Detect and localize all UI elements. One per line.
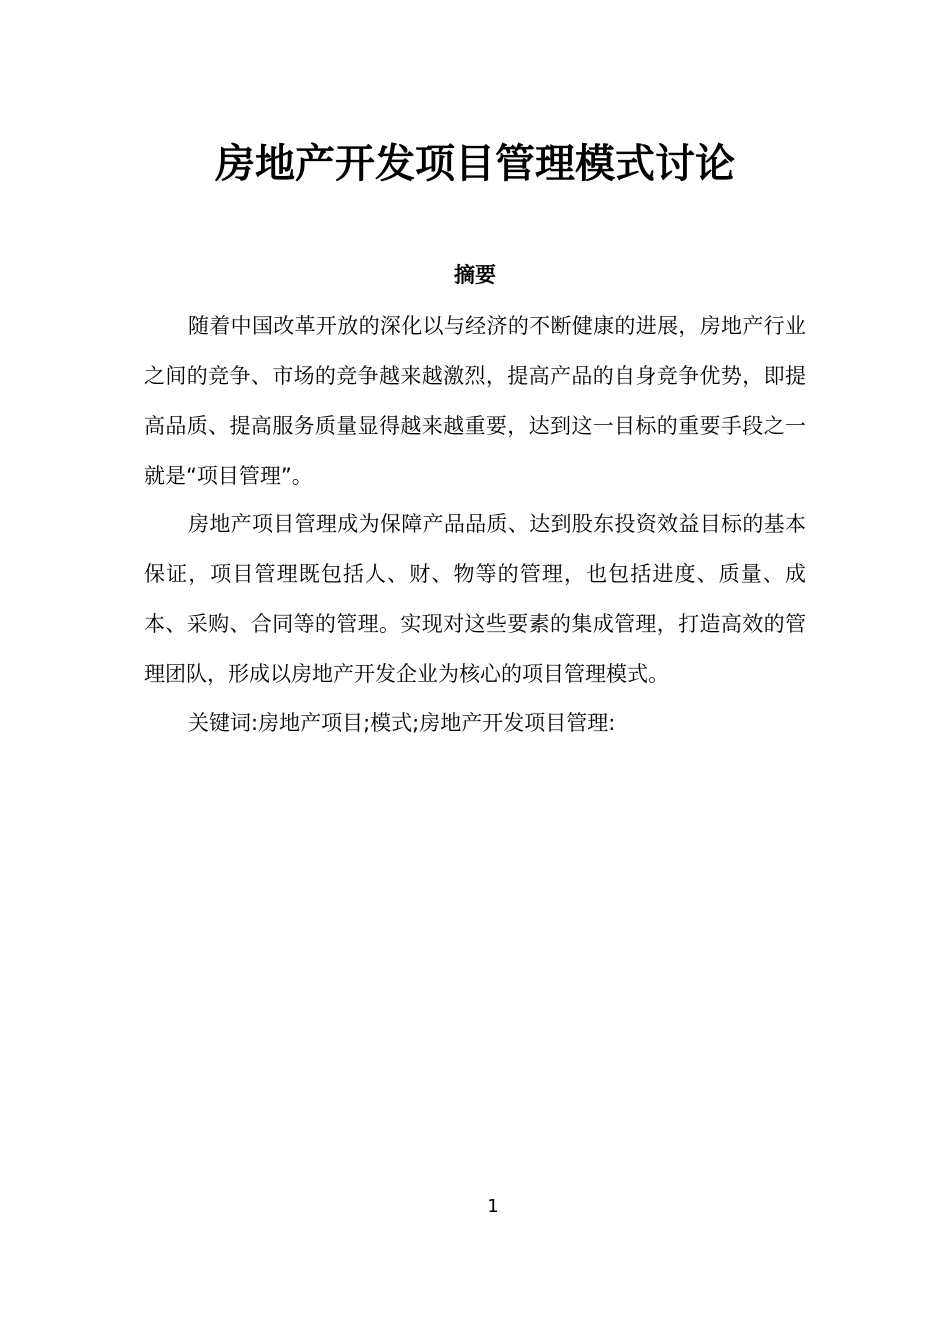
document-title: 房地产开发项目管理模式讨论	[215, 141, 735, 187]
keywords-line: 关键词:房地产项目;模式;房地产开发项目管理:	[188, 711, 616, 735]
abstract-heading: 摘要	[454, 263, 496, 287]
page-number: 1	[487, 1196, 499, 1217]
abstract-paragraph-1: 随着中国改革开放的深化以与经济的不断健康的进展，房地产行业之间的竞争、市场的竞争越来越激烈，提高产品的自身竞争优势，即提高品质、提高服务质量显得越来越重要，达到这一目标的重要手段之一就是“项目管理”。	[144, 314, 806, 488]
abstract-paragraph-2: 房地产项目管理成为保障产品品质、达到股东投资效益目标的基本保证，项目管理既包括人、财、物等的管理，也包括进度、质量、成本、采购、合同等的管理。实现对这些要素的集成管理，打造高效的管理团队，形成以房地产开发企业为核心的项目管理模式。	[144, 512, 806, 686]
